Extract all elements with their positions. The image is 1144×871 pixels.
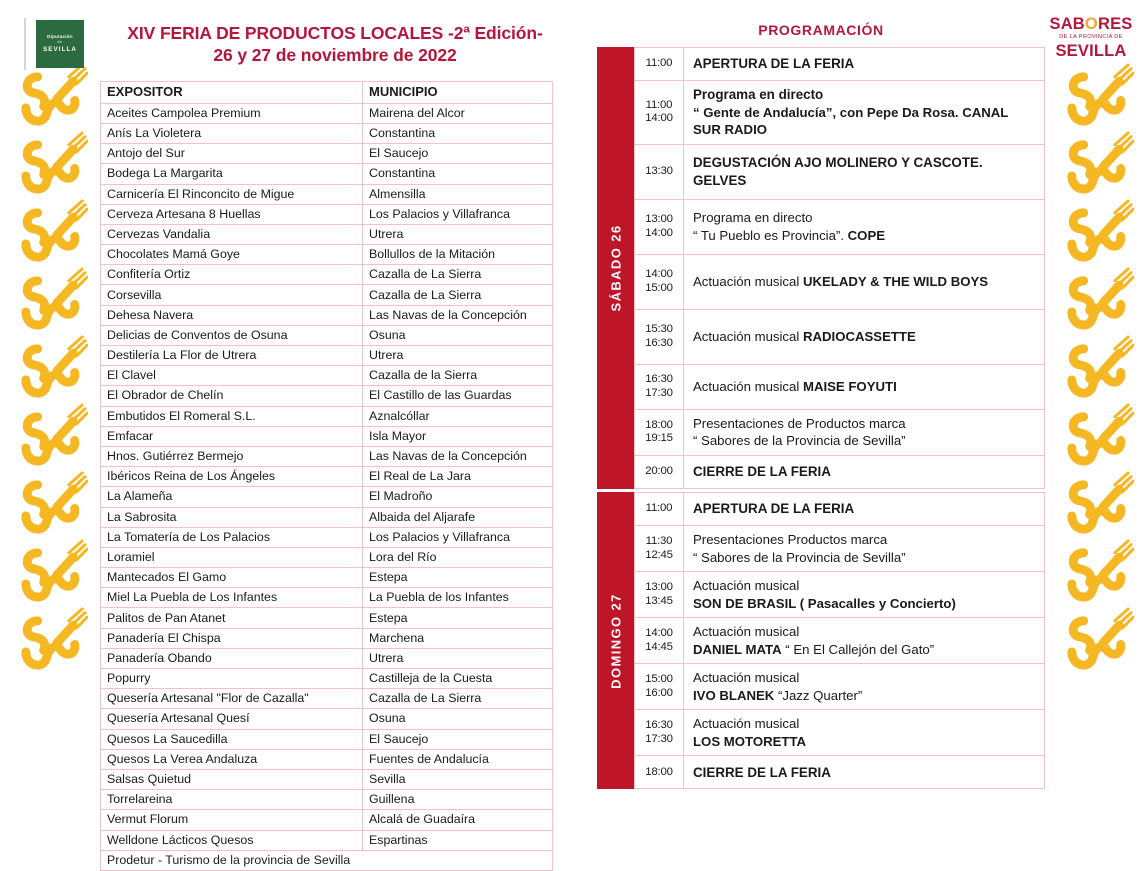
event-time	[635, 664, 684, 710]
cell-municipio: Cazalla de La Sierra	[363, 689, 553, 709]
table-row	[101, 669, 553, 689]
event-line-1: Presentaciones de Productos marca	[693, 415, 906, 431]
event-time-start: 15:00	[645, 672, 673, 685]
event-time-start: 18:00	[645, 418, 673, 431]
event-description	[684, 364, 1045, 409]
cell-expositor: Popurry	[101, 669, 363, 689]
cell-municipio: Los Palacios y Villafranca	[363, 527, 553, 547]
event-line-1: Actuación musical	[693, 670, 800, 686]
cell-municipio: Sevilla	[363, 769, 553, 789]
event-line-2: “ Sabores de la Provincia de Sevilla”	[693, 549, 906, 565]
cell-expositor: Torrelareina	[101, 790, 363, 810]
table-row	[101, 265, 553, 285]
event-time-end: 16:00	[645, 686, 673, 699]
cell-expositor: Aceites Campolea Premium	[101, 103, 363, 123]
event-time	[635, 81, 684, 145]
cell-municipio: Constantina	[363, 164, 553, 184]
event-description	[684, 526, 1045, 572]
event-time	[635, 48, 684, 81]
event-line-2: SON DE BRASIL ( Pasacalles y Concierto)	[693, 595, 956, 611]
event-time-start: 11:00	[645, 98, 673, 111]
cell-expositor: La Tomatería de Los Palacios	[101, 527, 363, 547]
schedule-row	[635, 48, 1045, 81]
programme-title: PROGRAMACIÓN	[758, 22, 884, 38]
event-time-start: 13:00	[645, 213, 673, 226]
table-row	[101, 245, 553, 265]
cell-municipio: Guillena	[363, 790, 553, 810]
schedule-row	[635, 456, 1045, 489]
table-row	[101, 123, 553, 143]
event-time-end: 15:00	[645, 281, 673, 294]
table-row	[101, 184, 553, 204]
schedule-row	[635, 526, 1045, 572]
diputacion-logo-line1: Diputación	[47, 33, 73, 40]
event-time	[635, 710, 684, 756]
event-description	[684, 618, 1045, 664]
event-time-start: 13:30	[645, 164, 673, 177]
fair-title	[100, 22, 570, 67]
table-row	[101, 144, 553, 164]
event-line-1: APERTURA DE LA FERIA	[693, 56, 855, 72]
event-time-end: 14:00	[645, 112, 673, 125]
schedule-row	[635, 409, 1045, 455]
table-row	[101, 568, 553, 588]
event-line-1: Actuación musical	[693, 716, 800, 732]
event-time	[635, 199, 684, 254]
cell-prodetur: Prodetur - Turismo de la provincia de Sevilla	[101, 850, 553, 870]
cell-municipio: Osuna	[363, 709, 553, 729]
table-row	[101, 467, 553, 487]
table-row	[101, 164, 553, 184]
cell-expositor: Panadería El Chispa	[101, 628, 363, 648]
event-description	[684, 756, 1045, 789]
event-line-1: Presentaciones Productos marca	[693, 532, 888, 548]
cell-municipio: Los Palacios y Villafranca	[363, 204, 553, 224]
event-line-2: LOS MOTORETTA	[693, 733, 807, 749]
event-description	[684, 81, 1045, 145]
programme-panel	[597, 10, 1133, 789]
event-line-1: CIERRE DE LA FERIA	[693, 464, 831, 480]
event-time-start: 15:30	[645, 323, 673, 336]
fair-title-line1: XIV FERIA DE PRODUCTOS LOCALES -2ª Edición-	[127, 23, 543, 43]
cell-municipio: Osuna	[363, 325, 553, 345]
event-time-end: 17:30	[645, 732, 673, 745]
event-time	[635, 618, 684, 664]
cell-expositor: Bodega La Margarita	[101, 164, 363, 184]
table-header-row	[101, 81, 553, 103]
event-time-start: 14:00	[645, 626, 673, 639]
cell-expositor: Confitería Ortiz	[101, 265, 363, 285]
event-time	[635, 756, 684, 789]
event-line-1: APERTURA DE LA FERIA	[693, 501, 855, 517]
event-description	[684, 199, 1045, 254]
cell-municipio: El Saucejo	[363, 144, 553, 164]
day-block	[597, 492, 1045, 789]
event-description	[684, 664, 1045, 710]
cell-expositor: Quesería Artesanal Quesí	[101, 709, 363, 729]
cell-expositor: Quesos La Verea Andaluza	[101, 749, 363, 769]
event-time	[635, 144, 684, 199]
event-description	[684, 456, 1045, 489]
table-row	[101, 426, 553, 446]
cell-expositor: La Sabrosita	[101, 507, 363, 527]
event-line-2: “ Sabores de la Provincia de Sevilla”	[693, 433, 906, 449]
cell-municipio: Marchena	[363, 628, 553, 648]
cell-expositor: Delicias de Conventos de Osuna	[101, 325, 363, 345]
cell-municipio: Isla Mayor	[363, 426, 553, 446]
event-time	[635, 526, 684, 572]
table-row	[101, 588, 553, 608]
event-time	[635, 456, 684, 489]
event-line-2: IVO BLANEK “Jazz Quarter”	[693, 687, 863, 703]
event-description	[684, 309, 1045, 364]
cell-expositor: Corsevilla	[101, 285, 363, 305]
event-time-start: 13:00	[645, 580, 673, 593]
event-time-end: 19:15	[645, 432, 673, 445]
cell-municipio: Utrera	[363, 224, 553, 244]
schedule-row	[635, 199, 1045, 254]
event-time	[635, 409, 684, 455]
cell-municipio: Espartinas	[363, 830, 553, 850]
day-label-text: SÁBADO 26	[608, 224, 623, 312]
cell-expositor: Embutidos El Romeral S.L.	[101, 406, 363, 426]
cell-municipio: La Puebla de los Infantes	[363, 588, 553, 608]
event-time-start: 16:30	[645, 373, 673, 386]
table-row	[101, 507, 553, 527]
schedule-row	[635, 309, 1045, 364]
event-line-1: Programa en directo	[693, 210, 813, 226]
table-row	[101, 224, 553, 244]
cell-municipio: Albaida del Aljarafe	[363, 507, 553, 527]
cell-expositor: Mantecados El Gamo	[101, 568, 363, 588]
schedule-row	[635, 493, 1045, 526]
cell-expositor: Quesería Artesanal "Flor de Cazalla"	[101, 689, 363, 709]
cell-expositor: El Obrador de Chelín	[101, 386, 363, 406]
schedule-row	[635, 144, 1045, 199]
event-line-2: “ Gente de Andalucía”, con Pepe Da Rosa. CANAL SUR RADIO	[693, 104, 1009, 138]
table-row	[101, 648, 553, 668]
cell-municipio: Alcalá de Guadaíra	[363, 810, 553, 830]
event-time	[635, 493, 684, 526]
table-row	[101, 709, 553, 729]
table-row	[101, 608, 553, 628]
cell-expositor: Chocolates Mamá Goye	[101, 245, 363, 265]
event-time-start: 11:30	[645, 534, 673, 547]
table-row	[101, 386, 553, 406]
event-highlight: “Jazz Quarter”	[774, 687, 863, 703]
table-row	[101, 346, 553, 366]
programme-schedule	[597, 47, 1045, 789]
event-description	[684, 572, 1045, 618]
event-time-start: 18:00	[645, 765, 673, 778]
event-highlight: MAISE FOYUTI	[802, 379, 897, 395]
cell-expositor: Anís La Violetera	[101, 123, 363, 143]
cell-expositor: Dehesa Navera	[101, 305, 363, 325]
event-line-1: Programa en directo	[693, 87, 824, 102]
table-row	[101, 446, 553, 466]
day-label-bar	[597, 492, 634, 789]
event-highlight: UKELADY & THE WILD BOYS	[802, 274, 989, 290]
cell-municipio: Aznalcóllar	[363, 406, 553, 426]
cell-municipio: Cazalla de La Sierra	[363, 285, 553, 305]
table-row	[101, 729, 553, 749]
event-line-1: Actuación musical	[693, 578, 800, 594]
cell-expositor: Quesos La Saucedilla	[101, 729, 363, 749]
day-block	[597, 47, 1045, 489]
cell-expositor: Miel La Puebla de Los Infantes	[101, 588, 363, 608]
schedule-row	[635, 254, 1045, 309]
cell-municipio: Mairena del Alcor	[363, 103, 553, 123]
cell-municipio: Bollullos de la Mitación	[363, 245, 553, 265]
cell-expositor: Destilería La Flor de Utrera	[101, 346, 363, 366]
column-header-municipio: MUNICIPIO	[363, 81, 553, 103]
cell-municipio: Cazalla de La Sierra	[363, 265, 553, 285]
cell-expositor: Hnos. Gutiérrez Bermejo	[101, 446, 363, 466]
table-row	[101, 103, 553, 123]
cell-municipio: Las Navas de la Concepción	[363, 305, 553, 325]
cell-municipio: Almensilla	[363, 184, 553, 204]
event-line-1: Actuación musical	[693, 624, 800, 640]
diputacion-de-sevilla-logo	[36, 20, 84, 68]
cell-municipio: Utrera	[363, 346, 553, 366]
event-line-1: Actuación musical MAISE FOYUTI	[693, 379, 897, 395]
sabores-logo-o-glyph: O	[1084, 15, 1098, 33]
event-line-2: “ Tu Pueblo es Provincia”. COPE	[693, 227, 886, 243]
event-description	[684, 409, 1045, 455]
cell-expositor: Panadería Obando	[101, 648, 363, 668]
cell-expositor: Antojo del Sur	[101, 144, 363, 164]
cell-expositor: Ibéricos Reina de Los Ángeles	[101, 467, 363, 487]
cell-municipio: El Real de La Jara	[363, 467, 553, 487]
column-header-expositor: EXPOSITOR	[101, 81, 363, 103]
schedule-row	[635, 710, 1045, 756]
table-row	[101, 769, 553, 789]
cell-municipio: Constantina	[363, 123, 553, 143]
event-highlight: COPE	[847, 227, 886, 243]
cell-municipio: Cazalla de la Sierra	[363, 366, 553, 386]
table-row	[101, 749, 553, 769]
cell-expositor: Emfacar	[101, 426, 363, 446]
cell-expositor: Loramiel	[101, 547, 363, 567]
cell-municipio: El Saucejo	[363, 729, 553, 749]
cell-municipio: Lora del Río	[363, 547, 553, 567]
event-line-1: DEGUSTACIÓN AJO MOLINERO Y CASCOTE. GELVES	[693, 155, 983, 188]
event-time-end: 16:30	[645, 336, 673, 349]
event-time-end: 13:45	[645, 594, 673, 607]
table-row	[101, 810, 553, 830]
table-row	[101, 790, 553, 810]
sabores-logo-line3: SEVILLA	[1055, 42, 1127, 61]
table-row-final	[101, 850, 553, 870]
cell-expositor: Carnicería El Rinconcito de Migue	[101, 184, 363, 204]
day-schedule-table	[634, 47, 1045, 489]
event-time-start: 20:00	[645, 465, 673, 478]
cell-municipio: Utrera	[363, 648, 553, 668]
event-description	[684, 710, 1045, 756]
cell-municipio: Las Navas de la Concepción	[363, 446, 553, 466]
table-row	[101, 285, 553, 305]
exhibitors-panel	[43, 10, 570, 871]
table-row	[101, 366, 553, 386]
cell-municipio: El Madroño	[363, 487, 553, 507]
cell-municipio: Fuentes de Andalucía	[363, 749, 553, 769]
cell-municipio: El Castillo de las Guardas	[363, 386, 553, 406]
event-time-start: 11:00	[645, 502, 673, 515]
fair-title-line2: 26 y 27 de noviembre de 2022	[213, 45, 457, 66]
day-label-text: DOMINGO 27	[608, 592, 623, 689]
table-row	[101, 628, 553, 648]
event-description	[684, 144, 1045, 199]
schedule-row	[635, 618, 1045, 664]
schedule-row	[635, 756, 1045, 789]
event-description	[684, 48, 1045, 81]
table-row	[101, 527, 553, 547]
event-description	[684, 254, 1045, 309]
event-time-start: 14:00	[645, 268, 673, 281]
diputacion-logo-line2: de	[57, 40, 63, 45]
diputacion-logo-line3: SEVILLA	[43, 45, 77, 53]
cell-municipio: Estepa	[363, 568, 553, 588]
event-time	[635, 572, 684, 618]
event-time-end: 14:45	[645, 640, 673, 653]
event-line-2: DANIEL MATA “ En El Callejón del Gato”	[693, 641, 935, 657]
cell-expositor: Cervezas Vandalia	[101, 224, 363, 244]
event-line-1: CIERRE DE LA FERIA	[693, 764, 831, 780]
event-highlight: RADIOCASSETTE	[802, 329, 916, 345]
table-row	[101, 547, 553, 567]
event-time-start: 16:30	[645, 719, 673, 732]
table-row	[101, 204, 553, 224]
event-time-end: 12:45	[645, 548, 673, 561]
schedule-row	[635, 572, 1045, 618]
cell-municipio: Castilleja de la Cuesta	[363, 669, 553, 689]
day-label-bar	[597, 47, 634, 489]
sabores-de-sevilla-logo	[1045, 16, 1137, 60]
table-row	[101, 406, 553, 426]
logo-divider-rule	[24, 18, 26, 70]
exhibitors-table	[100, 81, 553, 871]
table-row	[101, 689, 553, 709]
sabores-logo-line1: SABORES	[1049, 15, 1133, 33]
event-highlight: “ En El Callejón del Gato”	[781, 641, 935, 657]
cell-expositor: La Alameña	[101, 487, 363, 507]
cell-expositor: Welldone Lácticos Quesos	[101, 830, 363, 850]
table-row	[101, 305, 553, 325]
event-time-end: 17:30	[645, 386, 673, 399]
table-row	[101, 325, 553, 345]
schedule-row	[635, 664, 1045, 710]
event-line-1: Actuación musical UKELADY & THE WILD BOYS	[693, 274, 989, 290]
cell-expositor: Palitos de Pan Atanet	[101, 608, 363, 628]
event-description	[684, 493, 1045, 526]
cell-expositor: El Clavel	[101, 366, 363, 386]
table-row	[101, 487, 553, 507]
event-time-start: 11:00	[645, 57, 673, 70]
cell-expositor: Salsas Quietud	[101, 769, 363, 789]
event-time-end: 14:00	[645, 226, 673, 239]
table-row	[101, 830, 553, 850]
event-time	[635, 309, 684, 364]
event-time	[635, 364, 684, 409]
cell-expositor: Vermut Florum	[101, 810, 363, 830]
schedule-row	[635, 364, 1045, 409]
sabores-logo-line2: DE LA PROVINCIA DE	[1059, 34, 1123, 40]
day-schedule-table	[634, 492, 1045, 789]
event-time	[635, 254, 684, 309]
cell-expositor: Cerveza Artesana 8 Huellas	[101, 204, 363, 224]
cell-municipio: Estepa	[363, 608, 553, 628]
event-line-1: Actuación musical RADIOCASSETTE	[693, 329, 916, 345]
schedule-row	[635, 81, 1045, 145]
